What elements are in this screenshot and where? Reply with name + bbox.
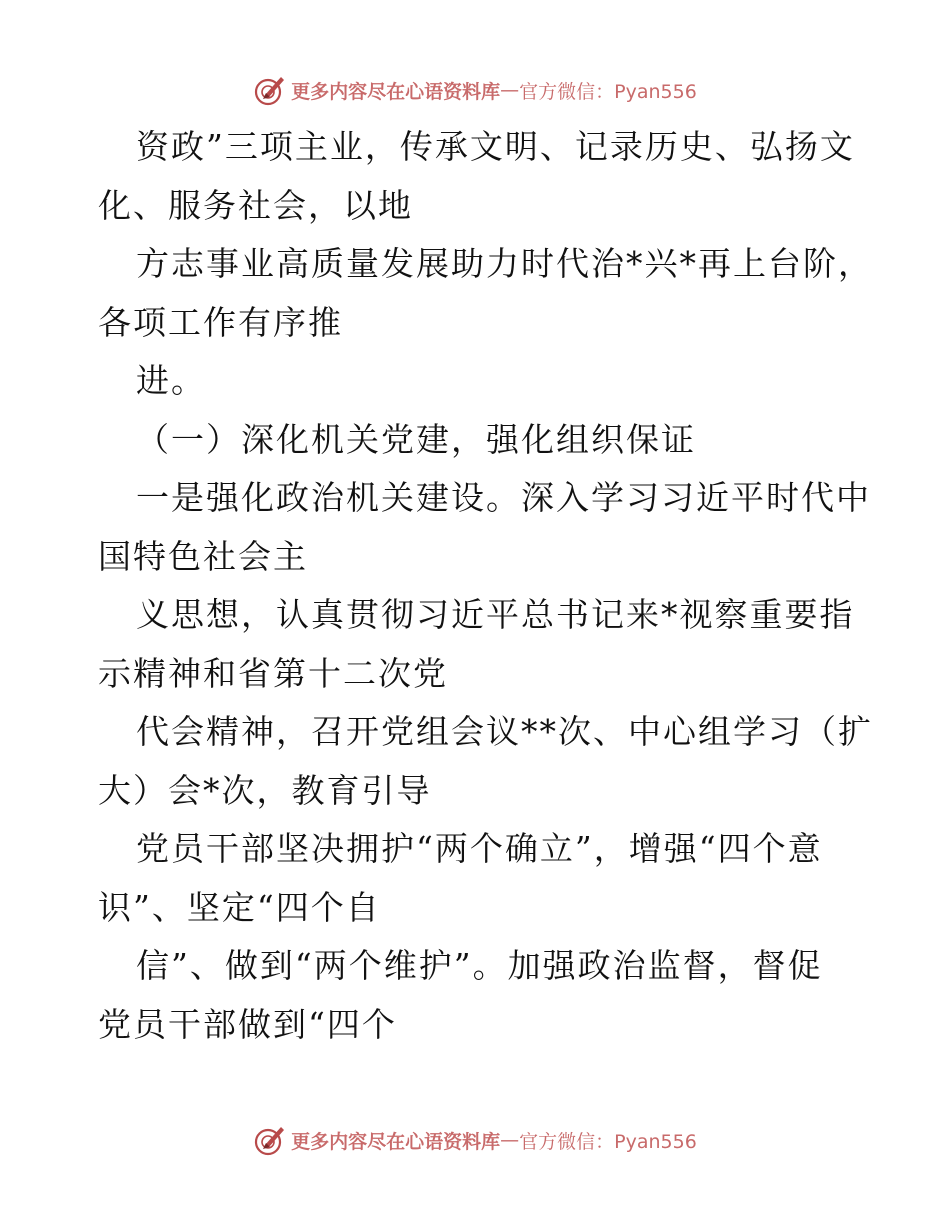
text-line: 大）会*次，教育引导 (98, 770, 432, 810)
text-line: 代会精神，召开党组会议**次、中心组学习（扩 (136, 712, 873, 751)
text-line: 义思想，认真贯彻习近平总书记来*视察重要指 (136, 595, 855, 634)
quill-logo-icon (253, 1123, 287, 1157)
banner-wechat-text: 官方微信：Pyan556 (519, 80, 697, 103)
banner-separator: — (500, 79, 520, 101)
text-line: 资政”三项主业，传承文明、记录历史、弘扬文 (136, 127, 855, 166)
banner-separator: — (500, 1129, 520, 1151)
text-line: 一是强化政治机关建设。深入学习习近平时代中 (136, 478, 871, 517)
text-line: 国特色社会主 (98, 536, 308, 576)
document-body (98, 118, 873, 1054)
text-line: 示精神和省第十二次党 (98, 653, 448, 693)
footer-banner (0, 1120, 950, 1160)
text-line: 党员干部坚决拥护“两个确立”，增强“四个意 (136, 829, 823, 868)
banner-wechat-text: 官方微信：Pyan556 (519, 1130, 697, 1153)
text-line: 各项工作有序推 (98, 302, 343, 342)
banner-main-text: 更多内容尽在心语资料库 (291, 80, 501, 103)
text-line: 进。 (136, 361, 206, 400)
text-line: 方志事业高质量发展助力时代治*兴*再上台阶， (136, 244, 873, 283)
text-line: 信”、做到“两个维护”。加强政治监督，督促 (136, 946, 823, 985)
header-banner (0, 70, 950, 110)
text-line: 化、服务社会，以地 (98, 185, 413, 225)
text-line: 党员干部做到“四个 (98, 1004, 397, 1044)
section-heading: （一）深化机关党建，强化组织保证 (136, 419, 696, 459)
banner-main-text: 更多内容尽在心语资料库 (291, 1130, 501, 1153)
text-line: 识”、坚定“四个自 (98, 887, 381, 927)
quill-logo-icon (253, 73, 287, 107)
